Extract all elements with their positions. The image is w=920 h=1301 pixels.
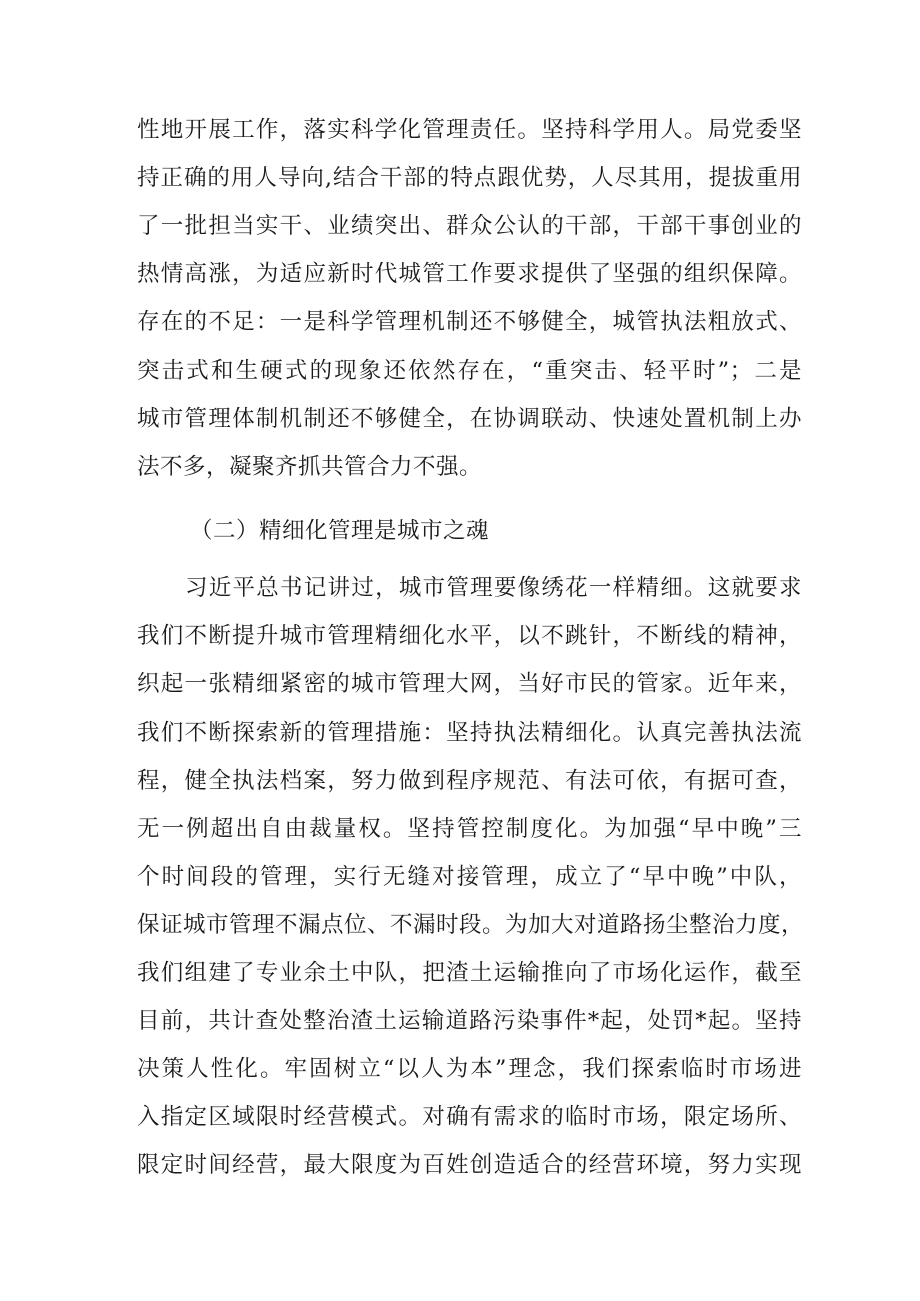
text-line: 限定时间经营，最大限度为百姓创造适合的经营环境，努力实现	[137, 1152, 802, 1178]
text-line: 性地开展工作，落实科学化管理责任。坚持科学用人。局党委坚	[137, 117, 802, 143]
text-line: 目前，共计查处整治渣土运输道路污染事件*起，处罚*起。坚持	[137, 1008, 802, 1034]
text-line: 我们组建了专业余土中队，把渣土运输推向了市场化运作，截至	[137, 960, 802, 986]
text-line: 存在的不足：一是科学管理机制还不够健全，城管执法粗放式、	[137, 309, 802, 335]
text-line: 保证城市管理不漏点位、不漏时段。为加大对道路扬尘整治力度，	[137, 912, 805, 938]
text-line: 织起一张精细紧密的城市管理大网，当好市民的管家。近年来，	[137, 671, 802, 697]
text-line: 我们不断探索新的管理措施：坚持执法精细化。认真完善执法流	[137, 720, 802, 746]
text-line: 突击式和生硬式的现象还依然存在，“重突击、轻平时”；二是	[137, 358, 802, 384]
text-line: 程，健全执法档案，努力做到程序规范、有法可依，有据可查，	[137, 768, 802, 794]
section-heading: （二）精细化管理是城市之魂	[190, 518, 490, 544]
text-line: 了一批担当实干、业绩突出、群众公认的干部，干部干事创业的	[137, 213, 802, 239]
text-line: 入指定区域限时经营模式。对确有需求的临时市场，限定场所、	[137, 1104, 802, 1130]
text-line: 决策人性化。牢固树立“以人为本”理念，我们探索临时市场进	[137, 1056, 802, 1082]
text-line: 无一例超出自由裁量权。坚持管控制度化。为加强“早中晚”三	[137, 816, 802, 842]
text-line: 持正确的用人导向,结合干部的特点跟优势，人尽其用，提拔重用	[137, 165, 802, 191]
text-line: 习近平总书记讲过，城市管理要像绣花一样精细。这就要求	[185, 575, 802, 601]
text-line: 法不多，凝聚齐抓共管合力不强。	[137, 454, 483, 480]
text-line: 我们不断提升城市管理精细化水平，以不跳针，不断线的精神，	[137, 623, 802, 649]
text-line: 热情高涨，为适应新时代城管工作要求提供了坚强的组织保障。	[137, 261, 802, 287]
text-line: 城市管理体制机制还不够健全，在协调联动、快速处置机制上办	[137, 406, 802, 432]
text-line: 个时间段的管理，实行无缝对接管理，成立了“早中晚”中队，	[137, 864, 802, 890]
